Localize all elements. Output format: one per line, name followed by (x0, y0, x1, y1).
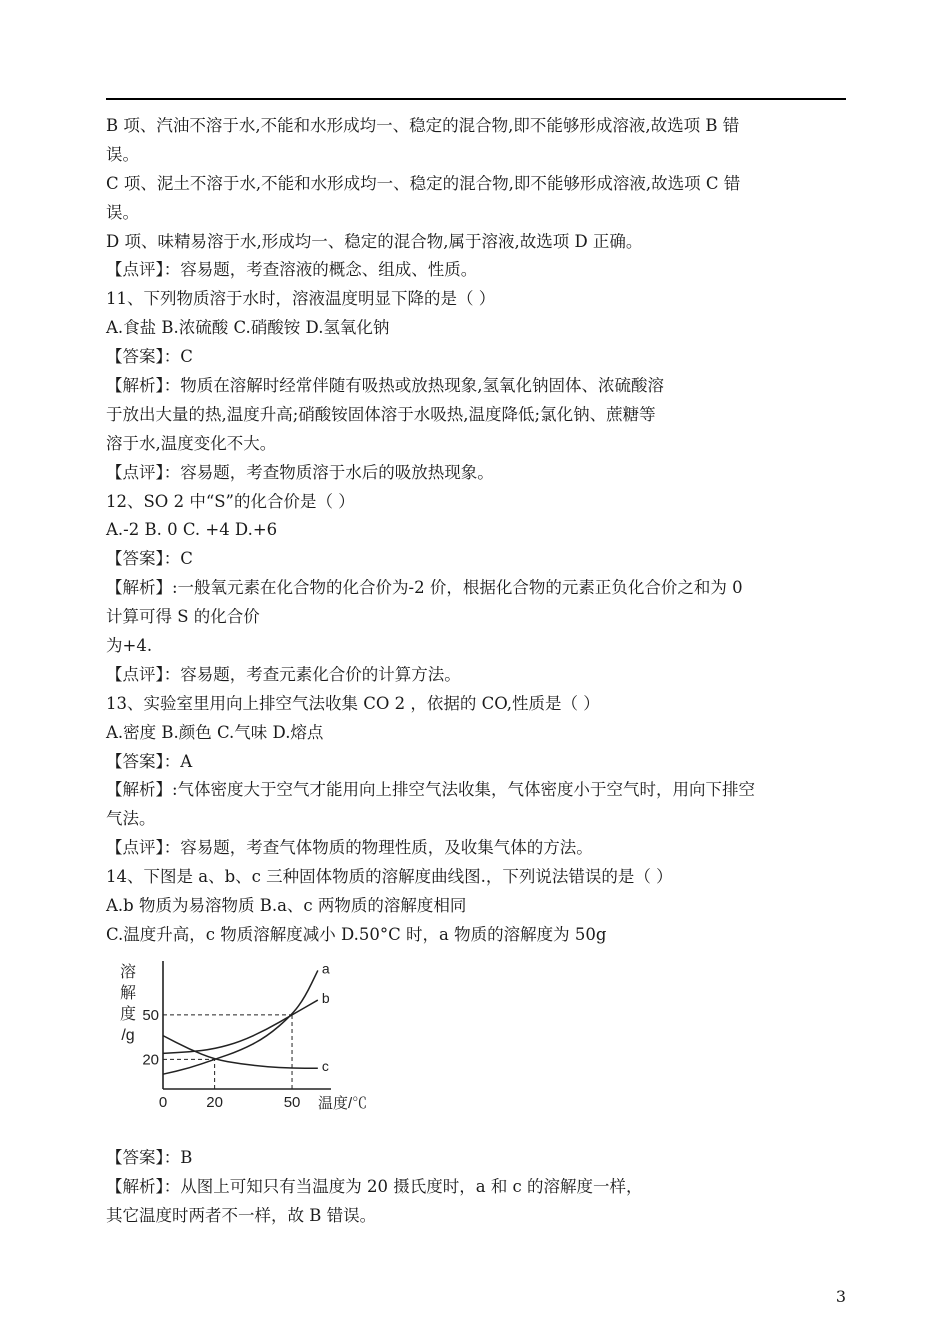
analysis-13: 【解析】:气体密度大于空气才能用向上排空气法收集，气体密度小于空气时，用向下排空 (106, 780, 756, 800)
chart-axes (163, 961, 331, 1089)
analysis-12: 计算可得 S 的化合价 (106, 607, 260, 627)
analysis-11: 【解析】：物质在溶解时经常伴随有吸热或放热现象,氢氧化钠固体、浓硫酸溶 (106, 376, 664, 396)
answer-13: 【答案】：A (106, 751, 193, 771)
header-rule (106, 98, 846, 100)
series-label-b: b (321, 990, 330, 1007)
options-12: A.-2 B. 0 C. +4 D.+6 (106, 520, 278, 540)
comment-11: 【点评】：容易题，考查物质溶于水后的吸放热现象。 (106, 462, 494, 482)
analysis-14: 【解析】：从图上可知只有当温度为 20 摄氏度时，a 和 c 的溶解度一样， (106, 1176, 643, 1196)
text-line: C 项、泥土不溶于水,不能和水形成均一、稳定的混合物,即不能够形成溶液,故选项 C 错 (106, 173, 741, 193)
answer-12: 【答案】：C (106, 549, 193, 569)
comment-13: 【点评】：容易题，考查气体物质的物理性质，及收集气体的方法。 (106, 838, 593, 858)
series-curve-b (163, 1000, 318, 1053)
text-line: B 项、汽油不溶于水,不能和水形成均一、稳定的混合物,即不能够形成溶液,故选项 B 错 (106, 116, 740, 135)
options-11: A.食盐 B.浓硫酸 C.硝酸铵 D.氢氧化钠 (106, 318, 390, 338)
analysis-11: 于放出大量的热,温度升高;硝酸铵固体溶于水吸热,温度降低;氯化钠、蔗糖等 (106, 404, 656, 424)
page-number: 3 (835, 1287, 846, 1306)
series-curve-a (163, 970, 318, 1074)
answer-14: 【答案】：B (106, 1148, 193, 1167)
question-11: 11、下列物质溶于水时，溶液温度明显下降的是（ ） (106, 289, 496, 309)
x-tick-label: 20 (206, 1094, 223, 1111)
text-line: D 项、味精易溶于水,形成均一、稳定的混合物,属于溶液,故选项 D 正确。 (106, 231, 643, 251)
comment-line: 【点评】：容易题，考查溶液的概念、组成、性质。 (106, 260, 478, 280)
y-axis-label: 度 (119, 1006, 137, 1023)
options-14: C.温度升高，c 物质溶解度减小 D.50°C 时，a 物质的溶解度为 50g (106, 924, 607, 944)
x-tick-label: 0 (158, 1094, 168, 1111)
text-line: 误。 (106, 144, 139, 164)
y-axis-label: 溶 (119, 964, 137, 981)
text-line: 误。 (106, 202, 139, 222)
analysis-12: 为+4. (106, 636, 153, 656)
series-label-a: a (321, 960, 330, 977)
question-14: 14、下图是 a、b、c 三种固体物质的溶解度曲线图.，下列说法错误的是（ ） (106, 867, 673, 887)
options-14: A.b 物质为易溶物质 B.a、c 两物质的溶解度相同 (106, 896, 467, 916)
question-12: 12、SO 2 中“S”的化合价是（ ） (106, 491, 355, 511)
x-axis-label: 温度/℃ (318, 1095, 368, 1112)
y-tick-label: 50 (142, 1006, 159, 1024)
solubility-curve-chart (108, 953, 368, 1113)
answer-section (106, 1144, 848, 1231)
y-axis-label: 解 (119, 985, 137, 1002)
x-tick-label: 50 (283, 1094, 301, 1111)
y-axis-label: /g (121, 1027, 135, 1044)
answer-11: 【答案】：C (106, 347, 193, 367)
series-label-c: c (321, 1058, 329, 1075)
analysis-14: 其它温度时两者不一样，故 B 错误。 (106, 1205, 377, 1225)
analysis-12: 【解析】:一般氧元素在化合物的化合价为-2 价，根据化合物的元素正负化合价之和为 0 (106, 578, 743, 598)
question-13: 13、实验室里用向上排空气法收集 CO 2 ，依据的 CO,性质是（ ） (106, 693, 600, 713)
document-body (106, 112, 848, 950)
y-tick-label: 20 (142, 1051, 159, 1069)
analysis-13: 气法。 (106, 809, 156, 829)
analysis-11: 溶于水,温度变化不大。 (106, 433, 277, 453)
chart-series (163, 970, 318, 1074)
options-13: A.密度 B.颜色 C.气味 D.熔点 (106, 722, 324, 742)
comment-12: 【点评】：容易题，考查元素化合价的计算方法。 (106, 664, 461, 684)
